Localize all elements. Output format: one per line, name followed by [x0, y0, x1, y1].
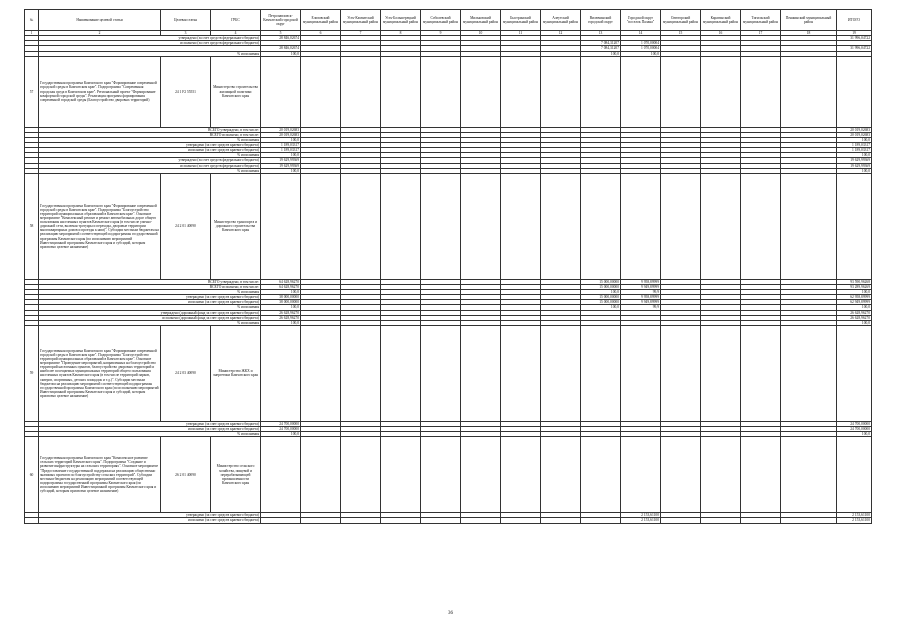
row-label: исполнено (за счет средств федерального бюджета) [39, 41, 261, 46]
row-label: ВСЕГО исполнено, в том числе: [39, 284, 261, 289]
row-label: ВСЕГО утверждено, в том числе: [39, 127, 261, 132]
empty-cell [501, 56, 541, 127]
empty-cell [301, 173, 341, 279]
column-header: Пенжинский муниципальный район [781, 10, 837, 31]
value-cell-col-19: 31 996,04722 [837, 36, 872, 41]
empty-cell [461, 173, 501, 279]
value-cell-col-14: 9 958,89999 [621, 279, 661, 284]
column-number: 3 [161, 31, 211, 36]
empty-cell [621, 437, 661, 513]
value-cell-col-19: 19 629,99369 [837, 163, 872, 168]
empty-cell [501, 437, 541, 513]
empty-cell [837, 56, 872, 127]
value-cell-col-5: 26 628,96270 [261, 310, 301, 315]
empty-cell [701, 173, 741, 279]
column-number: 4 [211, 31, 261, 36]
column-header: Городской округ "поселок Палана" [621, 10, 661, 31]
empty-cell [837, 437, 872, 513]
value-cell-col-5: 100,0 [261, 432, 301, 437]
value-cell-col-13: 15 000,00000 [581, 279, 621, 284]
grbs-name: Министерство строительства жилищной политики Камчатского края [211, 56, 261, 127]
empty-cell [541, 56, 581, 127]
row-number: 60 [25, 437, 39, 513]
column-header: Елизовский муниципальный район [301, 10, 341, 31]
value-cell-col-19: 93 590,96268 [837, 279, 872, 284]
empty-cell [741, 173, 781, 279]
column-number: 9 [421, 31, 461, 36]
value-cell-col-16 [701, 518, 741, 523]
empty-cell [781, 173, 837, 279]
column-header: ГРБС [211, 10, 261, 31]
value-cell-col-9 [421, 518, 461, 523]
empty-cell [781, 56, 837, 127]
program-header-row [25, 437, 872, 513]
row-label: утверждено (за счет средств краевого бюджета) [39, 143, 261, 148]
value-cell-col-19: 100,0 [837, 153, 872, 158]
value-cell-col-13: 15 000,00000 [581, 300, 621, 305]
value-cell-col-19: 100,0 [837, 168, 872, 173]
program-name: Государственная программа Камчатского края "Комплексное развитие сельских территорий Камчатского края". Подпрограмма "Создание и развитие инфраструктуры на сельских территориях". Основное мероприятие "Предоставление государственной поддержки на реализацию общественно значимых проектов по благоустройству сельских территорий". Субсидии местным бюджетам на реализацию мероприятий соответствующей подпрограммы государственной программы Камчатского края (по исполнению мероприятий Инвестиционной программы Камчатского края и субсидий, которым присвоено целевое назначение) [39, 437, 161, 513]
value-cell-col-6 [301, 518, 341, 523]
value-cell-col-5: 26 628,96270 [261, 315, 301, 320]
column-number: 18 [781, 31, 837, 36]
row-label: утверждено (за счет средств федерального бюджета) [39, 158, 261, 163]
value-cell-col-14: 1 070,00004 [621, 41, 661, 46]
column-number: 17 [741, 31, 781, 36]
column-number: 6 [301, 31, 341, 36]
column-number: 13 [581, 31, 621, 36]
column-number: 19 [837, 31, 872, 36]
value-cell-col-5: 100,0 [261, 137, 301, 142]
target-code: 24 2 03 40090 [161, 325, 211, 421]
value-cell-col-14: 9 958,89999 [621, 295, 661, 300]
value-cell-col-5: 19 629,99369 [261, 163, 301, 168]
empty-cell [501, 325, 541, 421]
value-cell-col-5: 28 846,02674 [261, 46, 301, 51]
row-label: % исполнения [39, 290, 261, 295]
value-cell-col-13: 100,0 [581, 51, 621, 56]
column-number: 16 [701, 31, 741, 36]
value-cell-col-19: 26 628,96270 [837, 310, 872, 315]
empty-cell [421, 437, 461, 513]
column-number: 8 [381, 31, 421, 36]
value-cell-col-11 [501, 518, 541, 523]
empty-cell [581, 437, 621, 513]
column-header: Наименование целевой статьи [39, 10, 161, 31]
value-cell-col-5: 100,0 [261, 168, 301, 173]
value-cell-col-5: 19 629,99369 [261, 158, 301, 163]
value-cell-col-19: 62 958,89999 [837, 295, 872, 300]
value-cell-col-19: 24 700,00000 [837, 427, 872, 432]
value-cell-col-13: 100,0 [581, 305, 621, 310]
empty-cell [421, 56, 461, 127]
empty-cell [421, 173, 461, 279]
empty-cell [837, 173, 872, 279]
value-cell-col-5: 64 628,96270 [261, 284, 301, 289]
empty-cell [621, 325, 661, 421]
value-cell-col-12 [541, 518, 581, 523]
row-label: исполнено (за счет средств федерального бюджета) [39, 163, 261, 168]
value-cell-col-5: 20 019,02683 [261, 132, 301, 137]
row-label: исполнено (за счет средств краевого бюджета) [39, 427, 261, 432]
value-cell-col-19: 100,0 [837, 290, 872, 295]
row-label: утверждено (за счет средств краевого бюджета) [39, 295, 261, 300]
value-cell-col-19: 2 153,61100 [837, 518, 872, 523]
value-cell-col-7 [341, 518, 381, 523]
value-cell-col-19: 2 153,61100 [837, 513, 872, 518]
value-cell-col-13: 15 000,00000 [581, 284, 621, 289]
program-header-row [25, 173, 872, 279]
column-number: 14 [621, 31, 661, 36]
column-header: Алеутский муниципальный район [541, 10, 581, 31]
empty-cell [741, 325, 781, 421]
empty-cell [741, 56, 781, 127]
program-name: Государственная программа Камчатского края "Формирование современной городской среды в Камчатском крае". Подпрограмма "Благоустройство территорий муниципальных образований в Камчатском крае". Основное мероприятие "Комплексный ремонт и ремонт автомобильных дорог общего пользования населенных пунктов Камчатского края (в том числе улично-дорожной сети, включая тротуары и переходы, дворовые территории многоквартирных домов и проезды к ним)". Субсидии местным бюджетам на реализацию мероприятий соответствующей подпрограммы государственной программы Камчатского края (по исполнению мероприятий Инвестиционной программы Камчатского края и субсидий, которым присвоено целевое назначение) [39, 173, 161, 279]
empty-cell [581, 325, 621, 421]
empty-cell [581, 56, 621, 127]
header-row [25, 10, 872, 31]
empty-cell [661, 56, 701, 127]
empty-cell [837, 325, 872, 421]
column-header: Усть-Камчатский муниципальный район [341, 10, 381, 31]
value-cell-col-5: 64 628,96270 [261, 279, 301, 284]
row-label: % исполнения [39, 51, 261, 56]
empty-cell [501, 173, 541, 279]
value-cell-col-5: 100,0 [261, 51, 301, 56]
target-code: 24 2 01 40090 [161, 173, 211, 279]
value-cell-col-19: 1 189,03317 [837, 143, 872, 148]
value-cell-col-13 [581, 518, 621, 523]
value-cell-col-14: 2 153,61100 [621, 513, 661, 518]
row-label: исполнено (за счет средств краевого бюджета) [39, 148, 261, 153]
empty-cell [541, 325, 581, 421]
value-cell-col-19: 100,0 [837, 432, 872, 437]
program-header-row [25, 325, 872, 421]
column-header: Целевая статья [161, 10, 211, 31]
value-cell-col-14: 9 949,89999 [621, 284, 661, 289]
target-code: 26 2 01 40090 [161, 437, 211, 513]
value-cell-col-19: 100,0 [837, 320, 872, 325]
value-cell-col-13: 15 000,00000 [581, 295, 621, 300]
row-label: % исполнения [39, 137, 261, 142]
value-cell-col-19: 26 628,96270 [837, 315, 872, 320]
column-header: Вилючинский городской округ [581, 10, 621, 31]
value-cell-col-14: 1 070,00004 [621, 46, 661, 51]
value-cell-col-13: 100,0 [581, 290, 621, 295]
empty-cell [261, 173, 301, 279]
value-cell-col-5: 1 189,03317 [261, 148, 301, 153]
row-label: утверждено (за счет средств федерального бюджета) [39, 36, 261, 41]
empty-cell [341, 437, 381, 513]
empty-cell [25, 518, 39, 523]
row-label: утверждено (дорожный фонд за счет средств краевого бюджета) [39, 310, 261, 315]
empty-cell [341, 173, 381, 279]
program-name: Государственная программа Камчатского края "Формирование современной городской среды в Камчатском крае". Подпрограмма "Благоустройство территорий муниципальных образований в Камчатском крае". Основное мероприятие "Проведение мероприятий, направленных на благоустройство территорий населенных пунктов, благоустройство дворовых территорий и наиболее посещаемых муниципальных территорий общего пользования населенных пунктов Камчатского края (в том числе территорий парков, скверов, спортивных, детских площадок и т.д.)". Субсидии местным бюджетам на реализацию мероприятий соответствующей подпрограммы государственной программы Камчатского края (по исполнению мероприятий Инвестиционной программы Камчатского края и субсидий, которым присвоено целевое назначение) [39, 325, 161, 421]
empty-cell [381, 437, 421, 513]
empty-cell [341, 56, 381, 127]
value-cell-col-19: 93 289,96269 [837, 284, 872, 289]
program-name: Государственная программа Камчатского края "Формирование современной городской среды в Камчатском крае". Подпрограмма "Современная городская среда в Камчатском крае". Региональный проект "Формирование комфортной городской среды". Реализация программ формирования современной городской среды (Благоустройство дворовых территорий) [39, 56, 161, 127]
empty-cell [421, 325, 461, 421]
value-cell-col-18 [781, 518, 837, 523]
empty-cell [461, 325, 501, 421]
value-cell-col-5: 24 700,00000 [261, 421, 301, 426]
column-header: Тигильский муниципальный район [741, 10, 781, 31]
row-label: % исполнения [39, 168, 261, 173]
empty-cell [741, 437, 781, 513]
column-header: № [25, 10, 39, 31]
row-label: % исполнения [39, 320, 261, 325]
row-label: % исполнения [39, 153, 261, 158]
value-cell-col-19: 19 629,99369 [837, 158, 872, 163]
row-label: утверждено (за счет средств краевого бюджета) [39, 421, 261, 426]
table-row [25, 518, 872, 523]
empty-cell [301, 56, 341, 127]
row-label: исполнено (за счет средств краевого бюджета) [39, 518, 261, 523]
empty-cell [541, 173, 581, 279]
grbs-name: Министерство ЖКХ и энергетики Камчатского края [211, 325, 261, 421]
row-number: 58 [25, 173, 39, 279]
value-cell-col-19: 62 949,89999 [837, 300, 872, 305]
empty-cell [701, 56, 741, 127]
empty-cell [661, 437, 701, 513]
empty-cell [381, 56, 421, 127]
row-number: 59 [25, 325, 39, 421]
column-header: Карагинский муниципальный район [701, 10, 741, 31]
column-header: Мильковский муниципальный район [461, 10, 501, 31]
row-label: ВСЕГО утверждено, в том числе: [39, 279, 261, 284]
empty-cell [621, 56, 661, 127]
value-cell-col-17 [741, 518, 781, 523]
column-header: Петропавловск-Камчатский городской округ [261, 10, 301, 31]
column-number: 7 [341, 31, 381, 36]
column-header: ИТОГО [837, 10, 872, 31]
empty-cell [261, 325, 301, 421]
empty-cell [301, 437, 341, 513]
empty-cell [781, 325, 837, 421]
value-cell-col-19: 24 700,00000 [837, 421, 872, 426]
column-number: 10 [461, 31, 501, 36]
empty-cell [261, 56, 301, 127]
value-cell-col-8 [381, 518, 421, 523]
value-cell-col-14: 100,0 [621, 51, 661, 56]
empty-cell [661, 173, 701, 279]
value-cell-col-5: 24 700,00000 [261, 427, 301, 432]
empty-cell [781, 437, 837, 513]
empty-cell [461, 56, 501, 127]
value-cell-col-19: 1 189,03317 [837, 148, 872, 153]
value-cell-col-14: 9 949,89999 [621, 300, 661, 305]
empty-cell [301, 325, 341, 421]
value-cell-col-5: 20 019,02683 [261, 127, 301, 132]
empty-cell [701, 437, 741, 513]
row-label: ВСЕГО исполнено, в том числе: [39, 132, 261, 137]
empty-cell [261, 437, 301, 513]
column-header: Соболевский муниципальный район [421, 10, 461, 31]
value-cell-col-14: 99,9 [621, 290, 661, 295]
value-cell-col-14: 99,9 [621, 305, 661, 310]
value-cell-col-14: 2 153,61100 [621, 518, 661, 523]
page-number: 36 [448, 611, 453, 616]
target-code: 24 1 F2 55551 [161, 56, 211, 127]
value-cell-col-19: 20 019,02683 [837, 127, 872, 132]
value-cell-col-5 [261, 518, 301, 523]
value-cell-col-13: 7 084,31207 [581, 41, 621, 46]
column-header: Быстринский муниципальный район [501, 10, 541, 31]
value-cell-col-5: 100,0 [261, 153, 301, 158]
column-number: 12 [541, 31, 581, 36]
row-number: 57 [25, 56, 39, 127]
value-cell-col-5: 38 000,00000 [261, 300, 301, 305]
report-table [24, 9, 872, 524]
value-cell-col-5: 28 846,02674 [261, 36, 301, 41]
row-label: исполнено (за счет средств краевого бюджета) [39, 300, 261, 305]
column-header: Олюторский муниципальный район [661, 10, 701, 31]
empty-cell [581, 173, 621, 279]
value-cell-col-13: 7 084,31207 [581, 46, 621, 51]
row-label: % исполнения [39, 305, 261, 310]
row-label: утверждено (за счет средств краевого бюджета) [39, 513, 261, 518]
value-cell-col-19: 100,0 [837, 305, 872, 310]
column-header: Усть-Большерецкий муниципальный район [381, 10, 421, 31]
row-label: исполнено (дорожный фонд за счет средств краевого бюджета) [39, 315, 261, 320]
value-cell-col-5: 1 189,03317 [261, 143, 301, 148]
value-cell-col-19: 100,0 [837, 137, 872, 142]
empty-cell [381, 173, 421, 279]
column-number: 2 [39, 31, 161, 36]
grbs-name: Министерство транспорта и дорожного строительства Камчатского края [211, 173, 261, 279]
value-cell-col-5: 38 000,00000 [261, 295, 301, 300]
empty-cell [461, 437, 501, 513]
value-cell-col-19: 31 996,04722 [837, 46, 872, 51]
column-number: 15 [661, 31, 701, 36]
empty-cell [621, 173, 661, 279]
row-label: % исполнения [39, 432, 261, 437]
value-cell-col-5: 100,0 [261, 305, 301, 310]
grbs-name: Министерство сельского хозяйства, пищевой и перерабатывающей промышленности Камчатского края [211, 437, 261, 513]
column-number: 1 [25, 31, 39, 36]
value-cell-col-5: 100,0 [261, 320, 301, 325]
empty-cell [381, 325, 421, 421]
column-number: 11 [501, 31, 541, 36]
value-cell-col-15 [661, 518, 701, 523]
empty-cell [341, 325, 381, 421]
value-cell-col-5: 100,0 [261, 290, 301, 295]
value-cell-col-19: 20 019,02683 [837, 132, 872, 137]
empty-cell [541, 437, 581, 513]
column-number: 5 [261, 31, 301, 36]
empty-cell [661, 325, 701, 421]
value-cell-col-10 [461, 518, 501, 523]
program-header-row [25, 56, 872, 127]
empty-cell [701, 325, 741, 421]
